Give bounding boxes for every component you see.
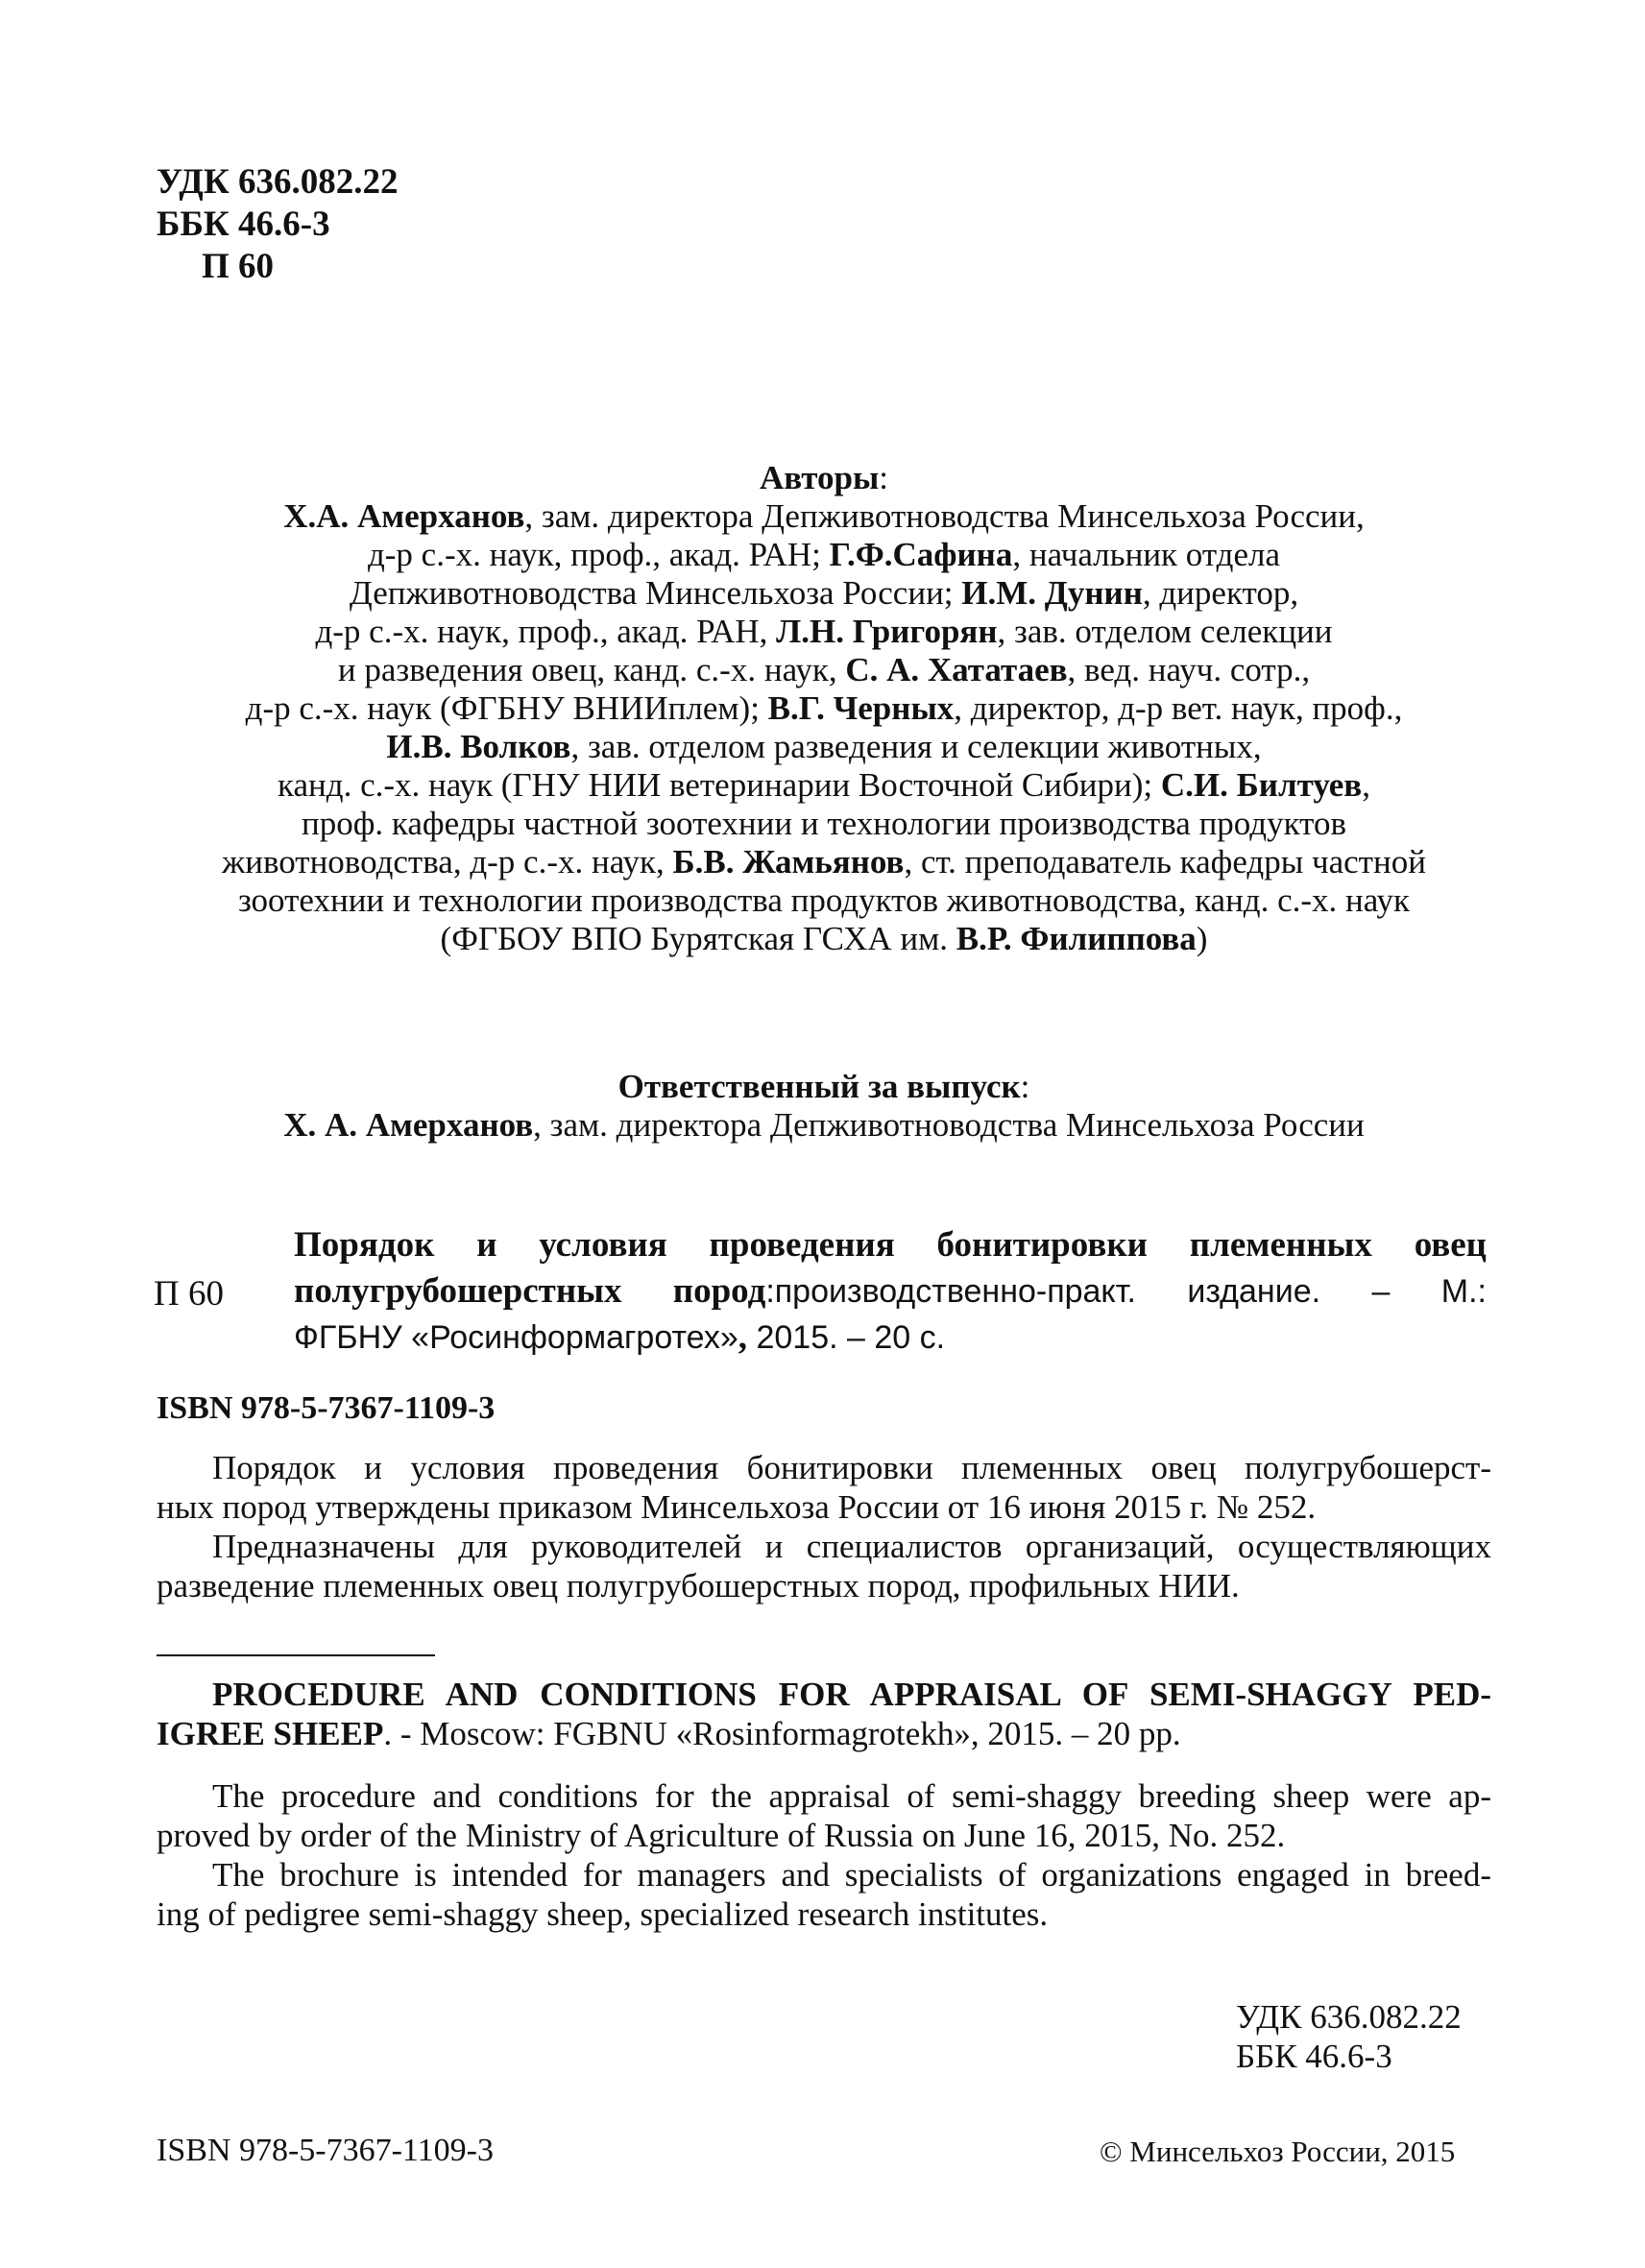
author-name: В.Р. Филиппова — [956, 920, 1197, 957]
author-text: , начальник отдела — [1012, 536, 1281, 573]
author-line — [157, 843, 1491, 881]
annotation-p2-line2: разведение племенных овец полугрубошерстных пород, профильных НИИ. — [157, 1567, 1240, 1604]
annotation-p1-line2: ных пород утверждены приказом Минсельхоза России от 16 июня 2015 г. № 252. — [157, 1488, 1317, 1526]
english-p2-line2: ing of pedigree semi-shaggy sheep, specialized research institutes. — [157, 1895, 1049, 1933]
author-name: С.И. Билтуев — [1160, 766, 1363, 804]
author-text: , зав. отделом селекции — [997, 613, 1333, 650]
author-text: д-р с.-х. наук, проф., акад. РАН, — [315, 613, 777, 650]
udk-code-bottom: УДК 636.082.22 — [1236, 1998, 1462, 2036]
author-name: Л.Н. Григорян — [776, 613, 998, 650]
author-line — [157, 613, 1491, 651]
author-text: ) — [1196, 920, 1208, 957]
author-line — [157, 536, 1491, 574]
udk-code: УДК 636.082.22 — [157, 162, 399, 202]
authors-heading: Авторы: — [759, 459, 889, 496]
author-line — [157, 651, 1491, 689]
publisher-line: ФГБНУ «Росинформагротех», 2015. – 20 с. — [294, 1317, 946, 1357]
author-text: , директор, — [1142, 574, 1299, 612]
author-mark: П 60 — [202, 247, 275, 286]
authors-block — [157, 459, 1491, 958]
responsible-heading: Ответственный за выпуск: — [617, 1068, 1030, 1105]
annotation-russian — [157, 1448, 1491, 1605]
author-line — [157, 574, 1491, 613]
publication-description — [294, 1222, 1487, 1361]
author-text: , вед. науч. сотр., — [1067, 651, 1311, 688]
author-text: , — [1362, 766, 1370, 804]
english-p1-line1: The procedure and conditions for the appraisal of semi-shaggy breeding sheep were ap- — [212, 1777, 1491, 1815]
classification-codes — [157, 161, 398, 288]
english-title-line1: PROCEDURE AND CONDITIONS FOR APPRAISAL OF SEMI-SHAGGY PED- — [212, 1676, 1491, 1713]
author-text: , ст. преподаватель кафедры частной — [904, 843, 1426, 881]
isbn-bottom: ISBN 978-5-7367-1109-3 — [157, 2133, 494, 2168]
author-line — [157, 689, 1491, 728]
english-p2-line1: The brochure is intended for managers and specialists of organizations engaged in breed- — [212, 1856, 1491, 1894]
title-line-1: Порядок и условия проведения бонитировки племенных овец — [294, 1225, 1487, 1265]
author-name: С. А. Хататаев — [845, 651, 1068, 688]
author-text: , зам. директора Депживотноводства Минсельхоза России, — [524, 497, 1365, 535]
responsible-person: Х. А. Амерханов, зам. директора Депживотноводства Минсельхоза России — [283, 1106, 1365, 1144]
title-line-2: полугрубошерстных пород:производственно-практ. издание. – М.: — [294, 1271, 1487, 1311]
author-text: и разведения овец, канд. с.-х. наук, — [337, 651, 846, 688]
annotation-p2-line1: Предназначены для руководителей и специалистов организаций, осуществляющих — [212, 1528, 1491, 1565]
responsible-block — [157, 1068, 1491, 1145]
author-line — [157, 920, 1491, 958]
english-gap — [157, 1753, 1491, 1776]
bbk-code: ББК 46.6-3 — [157, 205, 330, 244]
copyright: © Минсельхоз России, 2015 — [1100, 2135, 1456, 2168]
author-line — [157, 805, 1491, 843]
author-text: д-р с.-х. наук (ФГБНУ ВНИИплем); — [245, 689, 768, 727]
author-text: Депживотноводства Минсельхоза России; — [349, 574, 962, 612]
author-text: зоотехнии и технологии производства продуктов животноводства, канд. с.-х. наук — [237, 881, 1411, 919]
author-text: (ФГБОУ ВПО Бурятская ГСХА им. — [440, 920, 956, 957]
authors-list — [157, 497, 1491, 958]
english-title-line2: IGREE SHEEP. - Moscow: FGBNU «Rosinformagrotekh», 2015. – 20 pp. — [157, 1715, 1181, 1752]
english-p1-line2: proved by order of the Ministry of Agriculture of Russia on June 16, 2015, No. 252. — [157, 1817, 1286, 1854]
isbn-top: ISBN 978-5-7367-1109-3 — [157, 1390, 496, 1426]
author-line — [157, 497, 1491, 536]
author-line — [157, 728, 1491, 766]
publication-mark: П 60 — [154, 1274, 224, 1314]
author-text: , директор, д-р вет. наук, проф., — [954, 689, 1403, 727]
author-name: И.М. Дунин — [961, 574, 1143, 612]
author-name: Б.В. Жамьянов — [672, 843, 905, 881]
author-text: животноводства, д-р с.-х. наук, — [222, 843, 673, 881]
author-line — [157, 881, 1491, 920]
author-text: д-р с.-х. наук, проф., акад. РАН; — [367, 536, 830, 573]
author-text: канд. с.-х. наук (ГНУ НИИ ветеринарии Восточной Сибири); — [278, 766, 1161, 804]
author-name: Х.А. Амерханов — [283, 497, 525, 535]
classification-codes-bottom — [1236, 1997, 1462, 2076]
bbk-code-bottom: ББК 46.6-3 — [1236, 2038, 1392, 2075]
author-text: , зав. отделом разведения и селекции животных, — [570, 728, 1262, 765]
author-name: Г.Ф.Сафина — [829, 536, 1013, 573]
annotation-p1-line1: Порядок и условия проведения бонитировки племенных овец полугрубошерст- — [212, 1449, 1491, 1486]
separator-rule — [157, 1654, 435, 1656]
author-name: В.Г. Черных — [767, 689, 955, 727]
author-text: проф. кафедры частной зоотехнии и технологии производства продуктов — [301, 805, 1347, 842]
annotation-english — [157, 1675, 1491, 1934]
author-line — [157, 766, 1491, 805]
author-name: И.В. Волков — [386, 728, 571, 765]
